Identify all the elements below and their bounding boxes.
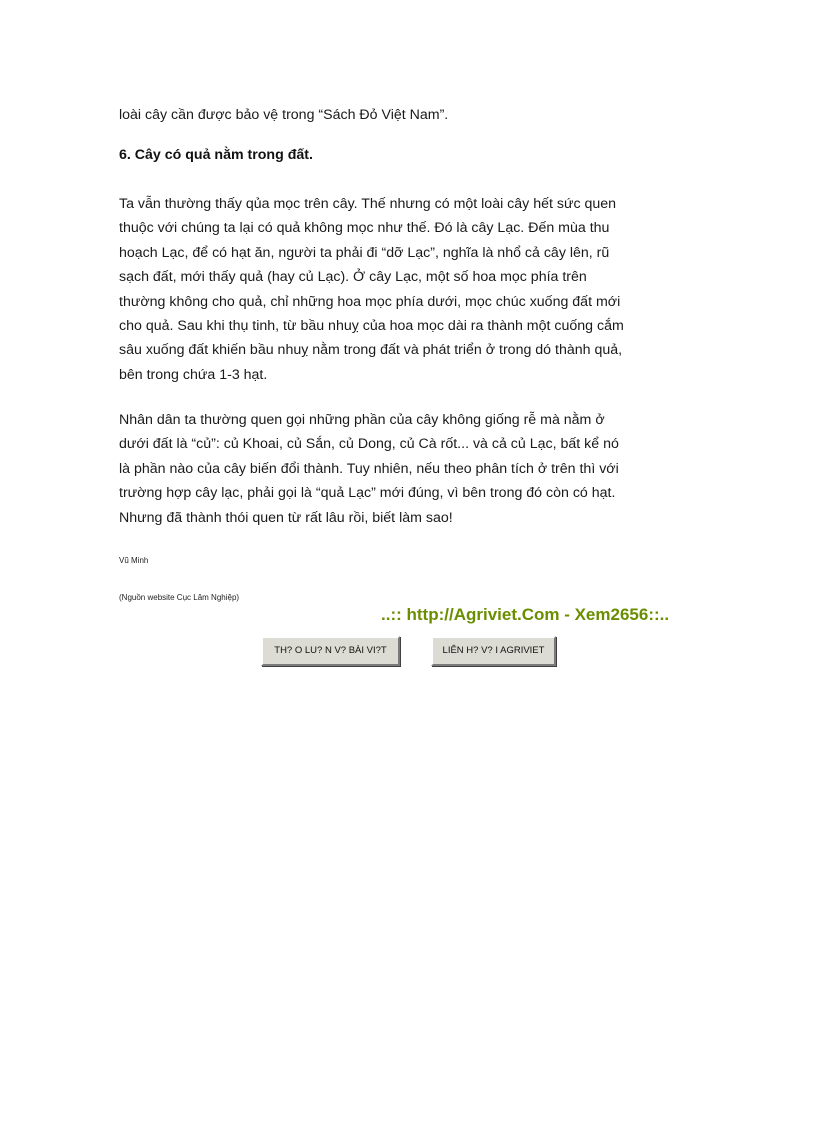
source-credit: (Nguồn website Cục Lâm Nghiệp): [119, 593, 240, 602]
paragraph-2: [119, 408, 699, 530]
discuss-article-button[interactable]: TH? O LU? N V? BÀI VI?T: [261, 636, 400, 666]
paragraph-1-line: sâu xuống đất khiến bầu nhuỵ nằm trong đất và phát triển ở trong dó thành quả,: [119, 342, 623, 359]
intro-paragraph: [119, 103, 699, 127]
paragraph-1-line: thường không cho quả, chỉ những hoa mọc phía dưới, mọc chúc xuống đất mới: [119, 293, 621, 310]
paragraph-1-line: hoạch Lạc, để có hạt ăn, người ta phải đi “dỡ Lạc”, nghĩa là nhổ cả cây lên, rũ: [119, 244, 610, 261]
paragraph-2-line: là phần nào của cây biến đổi thành. Tuy nhiên, nếu theo phân tích ở trên thì với: [119, 460, 619, 477]
paragraph-1: [119, 192, 699, 387]
paragraph-1-line: cho quả. Sau khi thụ tinh, từ bầu nhuỵ của hoa mọc dài ra thành một cuống cắm: [119, 318, 624, 335]
paragraph-2-line: Nhân dân ta thường quen gọi những phần của cây không giống rễ mà nằm ở: [119, 412, 605, 428]
paragraph-1-line: sạch đất, mới thấy quả (hay củ Lạc). Ở cây Lạc, một số hoa mọc phía trên: [119, 269, 587, 286]
paragraph-1-line: thuộc với chúng ta lại có quả không mọc như thế. Đó là cây Lạc. Đến mùa thu: [119, 220, 610, 237]
author-name: Vũ Minh: [119, 556, 149, 565]
paragraph-1-line: Ta vẫn thường thấy qủa mọc trên cây. Thế nhưng có một loài cây hết sức quen: [119, 196, 617, 212]
paragraph-2-line: Nhưng đã thành thói quen từ rất lâu rồi, biết làm sao!: [119, 509, 453, 526]
agriviet-site-link[interactable]: ..:: http://Agriviet.Com - Xem2656::..: [381, 605, 670, 624]
contact-agriviet-button[interactable]: LIÊN H? V? I AGRIVIET: [431, 636, 556, 666]
paragraph-2-line: dưới đất là “củ”: củ Khoai, củ Sắn, củ Dong, củ Cà rốt... và cả củ Lạc, bất kể nó: [119, 436, 619, 453]
paragraph-2-line: trường hợp cây lạc, phải gọi là “quả Lạc” mới đúng, vì bên trong đó còn có hạt.: [119, 485, 616, 502]
section-heading: 6. Cây có quả nằm trong đất.: [119, 147, 313, 163]
intro-line: loài cây cần được bảo vệ trong “Sách Đỏ Việt Nam”.: [119, 107, 449, 123]
paragraph-1-line: bên trong chứa 1-3 hạt.: [119, 366, 268, 383]
